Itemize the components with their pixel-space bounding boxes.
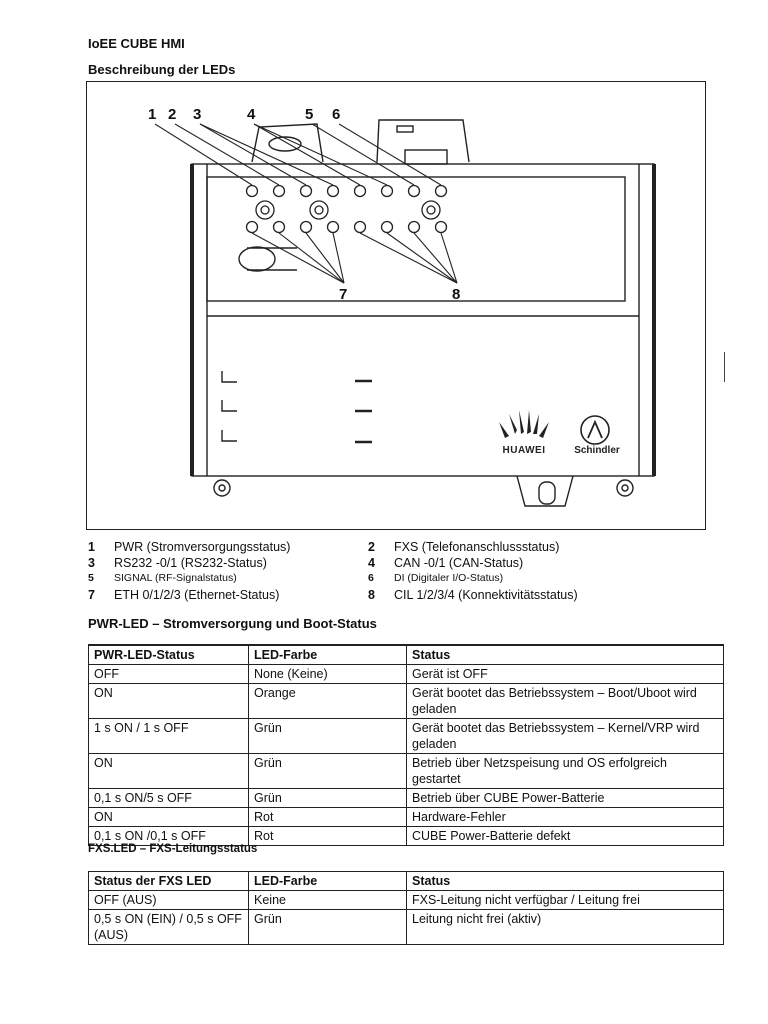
led-indicator	[274, 186, 285, 197]
table-row	[89, 684, 724, 719]
table-cell: 0,1 s ON /0,1 s OFF	[89, 827, 249, 846]
callout-4: 4	[247, 106, 256, 123]
table-cell: Keine	[249, 891, 407, 910]
table-cell: Gerät ist OFF	[407, 665, 724, 684]
table-row	[89, 789, 724, 808]
table-cell: FXS-Leitung nicht verfügbar / Leitung frei	[407, 891, 724, 910]
table-header-row	[89, 872, 724, 891]
page-edge-mark	[724, 352, 725, 382]
callout-leader	[200, 124, 333, 185]
legend-text: FXS (Telefonanschlussstatus)	[394, 540, 560, 554]
legend-text: RS232 -0/1 (RS232-Status)	[114, 556, 267, 570]
svg-text:Schindler: Schindler	[574, 445, 620, 456]
schindler-logo	[574, 416, 620, 456]
legend-text: CAN -0/1 (CAN-Status)	[394, 556, 524, 570]
table-cell: Betrieb über Netzspeisung und OS erfolgreich gestartet	[407, 754, 724, 789]
table-cell: Grün	[249, 719, 407, 754]
connector-port-core	[261, 206, 269, 214]
legend-text: SIGNAL (RF-Signalstatus)	[114, 572, 237, 584]
connector-port-core	[427, 206, 435, 214]
legend-number: 3	[88, 556, 95, 570]
pwr-led-table	[88, 645, 724, 846]
table-cell: None (Keine)	[249, 665, 407, 684]
table-row	[89, 891, 724, 910]
column-header: Status	[407, 646, 724, 665]
callout-leader	[360, 233, 457, 283]
table-row	[89, 808, 724, 827]
callout-leader	[254, 124, 387, 185]
document-title: IoEE CUBE HMI	[88, 36, 185, 51]
table-cell: OFF	[89, 665, 249, 684]
legend-row	[88, 572, 648, 588]
callout-7: 7	[339, 286, 348, 303]
mounting-bracket-right	[377, 120, 469, 162]
legend-row	[88, 588, 648, 604]
table-cell: Rot	[249, 808, 407, 827]
legend-number: 7	[88, 588, 95, 602]
callout-leader	[414, 233, 457, 283]
table-row	[89, 754, 724, 789]
table-cell: Betrieb über CUBE Power-Batterie	[407, 789, 724, 808]
table-cell: OFF (AUS)	[89, 891, 249, 910]
led-indicator	[274, 222, 285, 233]
device-drawing	[87, 82, 707, 531]
table-cell: ON	[89, 684, 249, 719]
table-cell: ON	[89, 754, 249, 789]
led-indicator	[409, 186, 420, 197]
table-cell: CUBE Power-Batterie defekt	[407, 827, 724, 846]
legend-number: 5	[88, 572, 94, 584]
column-header: Status	[407, 872, 724, 891]
callout-leader	[339, 124, 441, 185]
table-cell: Grün	[249, 789, 407, 808]
legend-number: 1	[88, 540, 95, 554]
led-indicator	[328, 186, 339, 197]
table-cell: Rot	[249, 827, 407, 846]
led-indicator	[355, 186, 366, 197]
legend-number: 6	[368, 572, 374, 584]
legend-number: 8	[368, 588, 375, 602]
legend-text: DI (Digitaler I/O-Status)	[394, 572, 504, 584]
callout-5: 5	[305, 106, 314, 123]
legend-row	[88, 556, 648, 572]
callout-1: 1	[148, 106, 157, 123]
led-indicator	[409, 222, 420, 233]
connector-port-core	[315, 206, 323, 214]
callout-6: 6	[332, 106, 341, 123]
column-header: PWR-LED-Status	[89, 646, 249, 665]
table-header-row	[89, 646, 724, 665]
legend-text: ETH 0/1/2/3 (Ethernet-Status)	[114, 588, 280, 602]
pwr-table-title: PWR-LED – Stromversorgung und Boot-Status	[88, 616, 377, 631]
led-indicator	[247, 222, 258, 233]
led-legend	[88, 540, 648, 604]
table-row	[89, 910, 724, 945]
led-indicator	[382, 186, 393, 197]
bottom-connector	[517, 476, 573, 506]
table-cell: Gerät bootet das Betriebssystem – Boot/Uboot wird geladen	[407, 684, 724, 719]
callout-leader	[155, 124, 252, 185]
table-row	[89, 665, 724, 684]
foot-right	[617, 480, 633, 496]
legend-text: PWR (Stromversorgungsstatus)	[114, 540, 291, 554]
table-cell: ON	[89, 808, 249, 827]
callout-leader	[200, 124, 306, 185]
table-cell: Gerät bootet das Betriebssystem – Kernel/VRP wird geladen	[407, 719, 724, 754]
huawei-logo	[499, 410, 549, 456]
led-indicator	[436, 222, 447, 233]
legend-text: CIL 1/2/3/4 (Konnektivitätsstatus)	[394, 588, 578, 602]
table-cell: Leitung nicht frei (aktiv)	[407, 910, 724, 945]
column-header: LED-Farbe	[249, 872, 407, 891]
legend-number: 4	[368, 556, 375, 570]
svg-text:HUAWEI: HUAWEI	[502, 445, 546, 456]
callout-3: 3	[193, 106, 202, 123]
callout-2: 2	[168, 106, 177, 123]
table-cell: Hardware-Fehler	[407, 808, 724, 827]
led-indicator	[355, 222, 366, 233]
led-indicator	[247, 186, 258, 197]
led-indicator	[382, 222, 393, 233]
foot-left	[214, 480, 230, 496]
callout-leader	[312, 124, 414, 185]
callout-leader	[387, 233, 457, 283]
led-indicator	[301, 222, 312, 233]
table-cell: Orange	[249, 684, 407, 719]
legend-row	[88, 540, 648, 556]
device-figure	[86, 81, 706, 530]
table-cell: 1 s ON / 1 s OFF	[89, 719, 249, 754]
led-indicator	[301, 186, 312, 197]
column-header: LED-Farbe	[249, 646, 407, 665]
legend-number: 2	[368, 540, 375, 554]
fxs-table-title: FXS.LED – FXS-Leitungsstatus	[88, 843, 258, 855]
callout-8: 8	[452, 286, 461, 303]
led-section-title: Beschreibung der LEDs	[88, 62, 236, 77]
table-cell: Grün	[249, 910, 407, 945]
fxs-led-table	[88, 871, 724, 945]
column-header: Status der FXS LED	[89, 872, 249, 891]
table-cell: 0,1 s ON/5 s OFF	[89, 789, 249, 808]
led-indicator	[328, 222, 339, 233]
table-cell: Grün	[249, 754, 407, 789]
callout-leader	[252, 233, 344, 283]
led-indicator	[436, 186, 447, 197]
table-row	[89, 719, 724, 754]
callout-leader	[254, 124, 360, 185]
table-cell: 0,5 s ON (EIN) / 0,5 s OFF (AUS)	[89, 910, 249, 945]
